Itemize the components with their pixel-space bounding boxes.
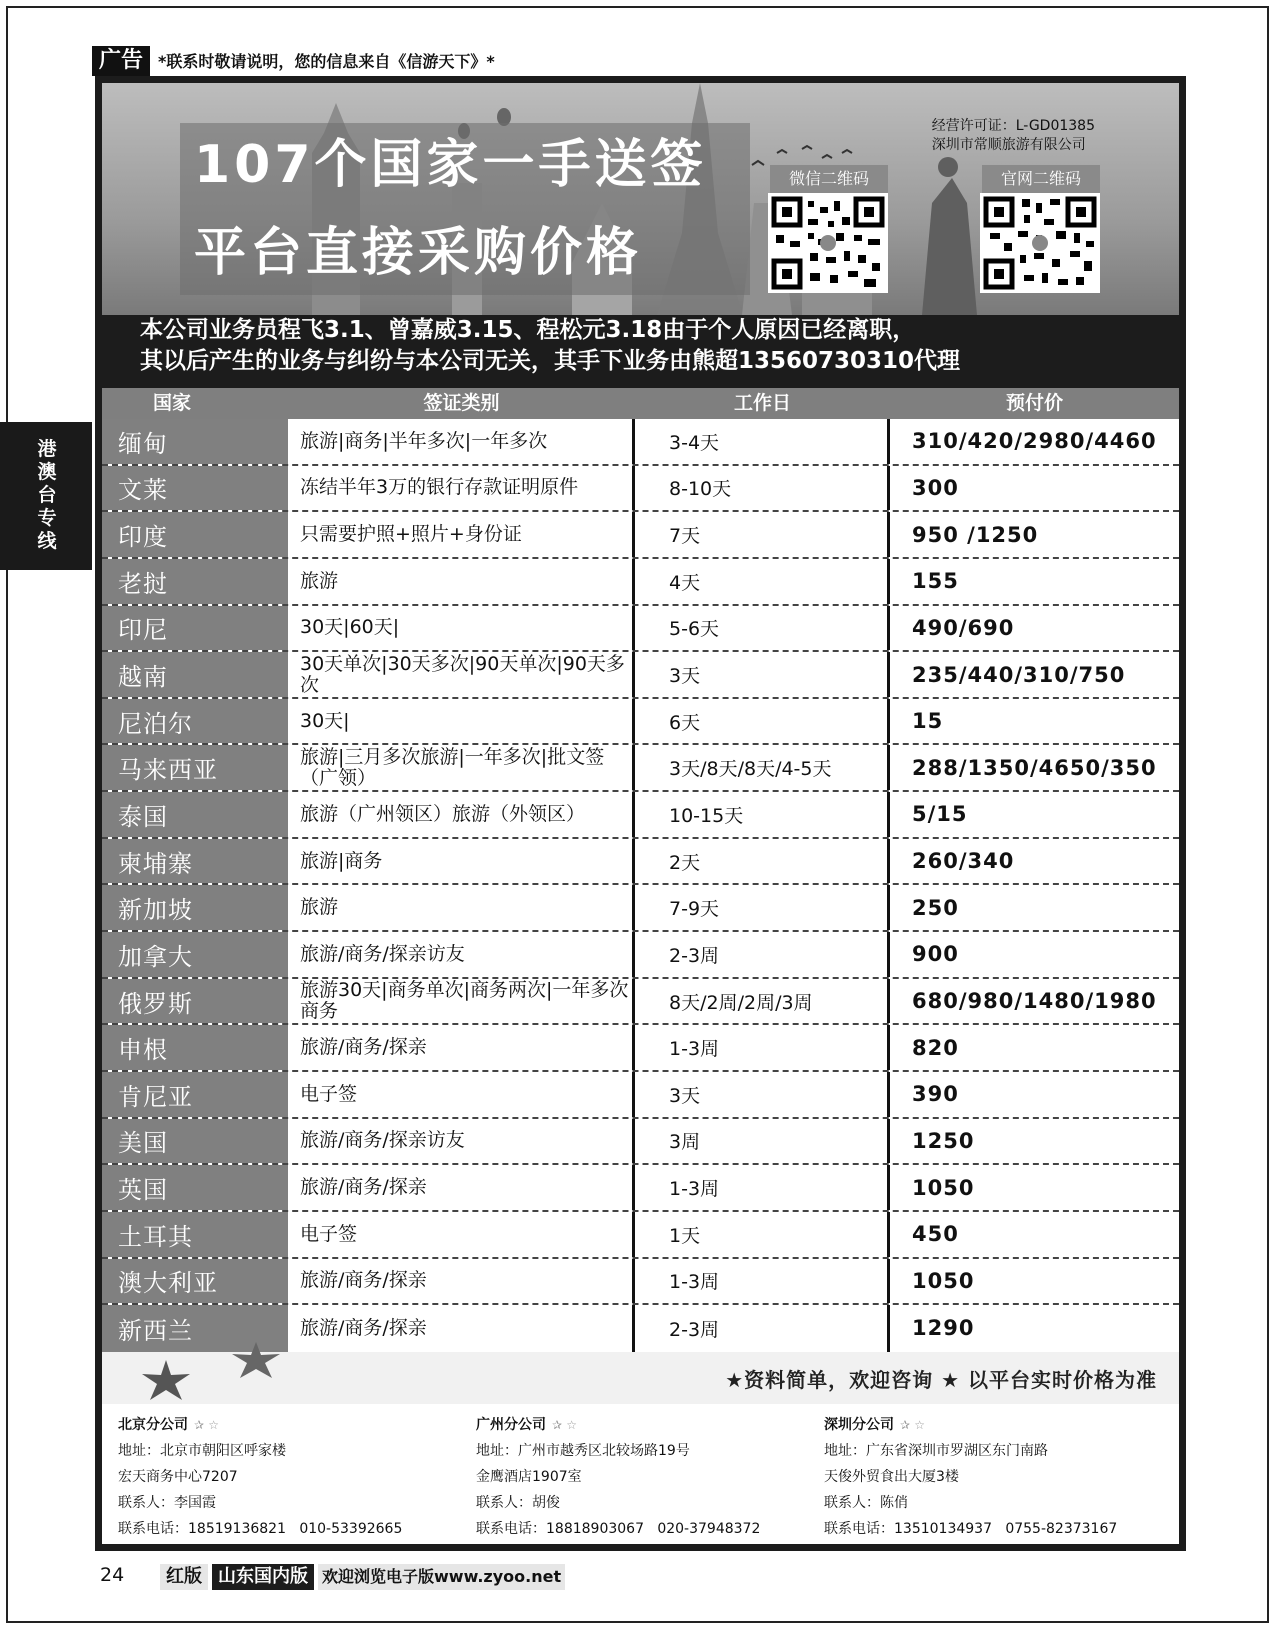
license-info xyxy=(932,117,1095,155)
country-cell xyxy=(102,932,288,977)
branch-guangzhou xyxy=(476,1412,760,1542)
visa-type-cell xyxy=(288,559,635,604)
country-cell xyxy=(102,1259,288,1304)
working-days-cell-text: 2-3周 xyxy=(669,944,720,967)
working-days-cell-text: 3天 xyxy=(669,1084,701,1107)
visa-type-cell xyxy=(288,1305,635,1352)
table-row xyxy=(102,792,1179,839)
slogan-strip xyxy=(102,1352,1179,1404)
country-cell xyxy=(102,839,288,884)
table-row xyxy=(102,979,1179,1026)
visa-type-cell xyxy=(288,512,635,557)
working-days-cell xyxy=(635,979,890,1024)
price-cell xyxy=(890,512,1179,557)
visa-type-cell-text: 旅游（广州领区）旅游（外领区） xyxy=(300,802,586,825)
visa-type-cell-text: 旅游30天|商务单次|商务两次|一年多次商务 xyxy=(300,979,629,1022)
price-cell-text: 250 xyxy=(912,895,959,920)
table-row xyxy=(102,745,1179,792)
visa-type-cell-text: 电子签 xyxy=(300,1222,358,1245)
price-cell xyxy=(890,745,1179,790)
country-cell xyxy=(102,1119,288,1164)
country-cell-text: 老挝 xyxy=(118,569,168,598)
working-days-cell xyxy=(635,1212,890,1257)
price-cell xyxy=(890,792,1179,837)
visa-type-cell-text: 旅游|商务 xyxy=(300,849,383,872)
ad-tag: 广告 xyxy=(92,46,150,76)
country-cell-text: 柬埔寨 xyxy=(118,849,193,878)
country-cell xyxy=(102,885,288,930)
visa-type-cell xyxy=(288,1025,635,1070)
price-cell-text: 390 xyxy=(912,1082,959,1107)
country-cell-text: 印度 xyxy=(118,523,168,552)
price-cell xyxy=(890,606,1179,651)
country-cell xyxy=(102,699,288,744)
price-cell xyxy=(890,1305,1179,1352)
visa-type-cell-text: 旅游/商务/探亲访友 xyxy=(300,942,465,965)
notice-line1: 本公司业务员程飞3.1、曾嘉威3.15、程松元3.18由于个人原因已经离职， xyxy=(140,317,916,343)
price-cell xyxy=(890,419,1179,464)
price-cell-text: 1050 xyxy=(912,1268,975,1293)
visa-type-cell xyxy=(288,1165,635,1210)
working-days-cell xyxy=(635,839,890,884)
branch-address-2: 天俊外贸食出大厦3楼 xyxy=(824,1469,959,1485)
table-row xyxy=(102,1165,1179,1212)
price-cell xyxy=(890,1072,1179,1117)
header-type: 签证类别 xyxy=(423,392,500,414)
company-name: 深圳市常顺旅游有限公司 xyxy=(931,137,1086,153)
branch-name: 深圳分公司 xyxy=(824,1417,894,1433)
price-cell-text: 450 xyxy=(912,1222,959,1247)
price-cell-text: 155 xyxy=(912,569,959,594)
country-cell xyxy=(102,1165,288,1210)
visa-type-cell xyxy=(288,1259,635,1304)
branch-contacts xyxy=(102,1404,1179,1544)
country-cell-text: 马来西亚 xyxy=(118,756,218,785)
visa-type-cell-text: 旅游/商务/探亲 xyxy=(300,1036,427,1059)
country-cell-text: 英国 xyxy=(118,1176,168,1205)
visa-type-cell-text: 30天单次|30天多次|90天单次|90天多次 xyxy=(300,652,625,696)
visa-type-cell xyxy=(288,885,635,930)
price-cell xyxy=(890,652,1179,697)
notice-line2: 其以后产生的业务与纠纷与本公司无关，其手下业务由熊超13560730310代理 xyxy=(140,348,961,374)
table-row xyxy=(102,652,1179,699)
table-row xyxy=(102,932,1179,979)
visa-type-cell xyxy=(288,466,635,511)
working-days-cell-text: 8天/2周/2周/3周 xyxy=(669,991,813,1014)
visa-type-cell xyxy=(288,419,635,464)
price-cell xyxy=(890,559,1179,604)
country-cell-text: 印尼 xyxy=(118,616,168,645)
starfish-icon xyxy=(138,1358,194,1402)
working-days-cell-text: 7天 xyxy=(669,525,701,548)
visa-type-cell-text: 只需要护照+照片+身份证 xyxy=(300,523,522,546)
headline-line2: 平台直接采购价格 xyxy=(194,223,643,283)
license-number: 经营许可证：L-GD01385 xyxy=(931,118,1095,134)
branch-phone: 联系电话：18519136821 010-53392665 xyxy=(118,1521,403,1537)
branch-phone: 联系电话：13510134937 0755-82373167 xyxy=(824,1521,1118,1537)
side-tab-label: 港 澳 台 专 线 xyxy=(37,438,57,552)
country-cell xyxy=(102,606,288,651)
price-cell xyxy=(890,1259,1179,1304)
price-cell xyxy=(890,1025,1179,1070)
price-cell-text: 900 xyxy=(912,942,959,967)
visa-type-cell xyxy=(288,792,635,837)
working-days-cell xyxy=(635,1259,890,1304)
price-cell-text: 288/1350/4650/350 xyxy=(912,755,1157,780)
branch-contact: 联系人：胡俊 xyxy=(476,1495,560,1511)
country-cell xyxy=(102,559,288,604)
working-days-cell xyxy=(635,1305,890,1352)
branch-contact: 联系人：陈俏 xyxy=(824,1495,908,1511)
working-days-cell-text: 1-3周 xyxy=(669,1178,720,1201)
visa-table xyxy=(102,419,1179,1352)
price-cell-text: 15 xyxy=(912,709,944,734)
working-days-cell-text: 2-3周 xyxy=(669,1318,720,1341)
visa-type-cell-text: 旅游/商务/探亲 xyxy=(300,1316,427,1339)
table-row xyxy=(102,1212,1179,1259)
price-cell-text: 680/980/1480/1980 xyxy=(912,989,1157,1013)
country-cell-text: 肯尼亚 xyxy=(118,1082,193,1111)
ad-note: *联系时敬请说明，您的信息来自《信游天下》* xyxy=(158,52,495,71)
visa-type-cell-text: 冻结半年3万的银行存款证明原件 xyxy=(300,476,579,499)
visa-type-cell xyxy=(288,1072,635,1117)
price-cell-text: 490/690 xyxy=(912,615,1015,640)
price-cell-text: 950 /1250 xyxy=(912,522,1039,547)
visa-type-cell-text: 旅游 xyxy=(300,896,339,919)
country-cell-text: 新加坡 xyxy=(118,896,193,925)
working-days-cell xyxy=(635,419,890,464)
price-cell xyxy=(890,1165,1179,1210)
page-number: 24 xyxy=(100,1564,125,1586)
price-cell-text: 260/340 xyxy=(912,849,1015,874)
branch-address-2: 宏天商务中心7207 xyxy=(118,1469,238,1485)
working-days-cell-text: 3天 xyxy=(669,665,701,688)
price-cell-text: 5/15 xyxy=(912,802,968,827)
table-row xyxy=(102,466,1179,513)
working-days-cell-text: 8-10天 xyxy=(669,478,732,501)
qr-wechat-code[interactable] xyxy=(768,193,888,293)
country-cell-text: 土耳其 xyxy=(118,1222,193,1251)
price-cell xyxy=(890,932,1179,977)
visa-type-cell-text: 旅游/商务/探亲 xyxy=(300,1269,427,1292)
visa-type-cell xyxy=(288,652,635,697)
country-cell-text: 申根 xyxy=(118,1036,168,1065)
working-days-cell xyxy=(635,932,890,977)
country-cell xyxy=(102,1212,288,1257)
branch-address-2: 金鹰酒店1907室 xyxy=(476,1469,582,1485)
branch-beijing xyxy=(118,1412,402,1542)
price-cell-text: 1250 xyxy=(912,1128,975,1153)
table-row xyxy=(102,512,1179,559)
country-cell xyxy=(102,419,288,464)
qr-site-code[interactable] xyxy=(980,193,1100,293)
working-days-cell-text: 2天 xyxy=(669,851,701,874)
working-days-cell-text: 7-9天 xyxy=(669,898,720,921)
working-days-cell xyxy=(635,1072,890,1117)
visa-type-cell xyxy=(288,979,635,1024)
working-days-cell xyxy=(635,792,890,837)
visa-type-cell xyxy=(288,1212,635,1257)
hero-banner xyxy=(102,83,1179,315)
country-cell-text: 尼泊尔 xyxy=(118,709,193,738)
country-cell-text: 俄罗斯 xyxy=(118,989,193,1018)
working-days-cell-text: 1-3周 xyxy=(669,1271,720,1294)
country-cell-text: 加拿大 xyxy=(118,942,193,971)
working-days-cell xyxy=(635,745,890,790)
country-cell-text: 澳大利亚 xyxy=(118,1269,218,1298)
visa-type-cell xyxy=(288,932,635,977)
visa-type-cell-text: 旅游|商务|半年多次|一年多次 xyxy=(300,429,548,452)
working-days-cell xyxy=(635,1025,890,1070)
branch-name: 北京分公司 xyxy=(118,1417,188,1433)
working-days-cell-text: 5-6天 xyxy=(669,618,720,641)
working-days-cell-text: 3周 xyxy=(669,1131,701,1154)
header-days: 工作日 xyxy=(733,392,791,414)
price-cell xyxy=(890,979,1179,1024)
visa-type-cell xyxy=(288,745,635,790)
visa-type-cell-text: 30天| xyxy=(300,709,350,732)
price-cell xyxy=(890,885,1179,930)
table-row xyxy=(102,1119,1179,1166)
country-cell xyxy=(102,1025,288,1070)
branch-contact: 联系人：李国霞 xyxy=(118,1495,216,1511)
table-row xyxy=(102,699,1179,746)
country-cell xyxy=(102,512,288,557)
price-cell xyxy=(890,1212,1179,1257)
price-cell xyxy=(890,699,1179,744)
qr-wechat-label: 微信二维码 xyxy=(770,165,888,193)
headline-line1: 107个国家一手送签 xyxy=(194,135,707,195)
star-icon: ✰ ☆ xyxy=(552,1418,577,1432)
table-row xyxy=(102,1072,1179,1119)
branch-address: 地址：广东省深圳市罗湖区东门南路 xyxy=(824,1443,1048,1459)
visa-type-cell-text: 电子签 xyxy=(300,1082,358,1105)
working-days-cell-text: 3天/8天/8天/4-5天 xyxy=(669,758,832,781)
slogan: ★资料简单，欢迎咨询 ★ 以平台实时价格为准 xyxy=(725,1368,1157,1392)
web-link[interactable]: 欢迎浏览电子版www.zyoo.net xyxy=(318,1564,565,1590)
visa-type-cell-text: 旅游|三月多次旅游|一年多次|批文签（广领） xyxy=(300,745,605,789)
price-cell xyxy=(890,839,1179,884)
price-cell-text: 235/440/310/750 xyxy=(912,662,1126,687)
country-cell-text: 美国 xyxy=(118,1129,168,1158)
table-header xyxy=(102,388,1179,419)
price-cell-text: 1050 xyxy=(912,1175,975,1200)
header-price: 预付价 xyxy=(1005,392,1063,414)
branch-address: 地址：广州市越秀区北较场路19号 xyxy=(476,1443,690,1459)
price-cell xyxy=(890,466,1179,511)
working-days-cell xyxy=(635,885,890,930)
table-row xyxy=(102,559,1179,606)
working-days-cell-text: 10-15天 xyxy=(669,804,744,827)
visa-type-cell-text: 旅游 xyxy=(300,569,339,592)
price-cell xyxy=(890,1119,1179,1164)
price-cell-text: 820 xyxy=(912,1035,959,1060)
header-country: 国家 xyxy=(152,392,191,414)
starfish-icon xyxy=(228,1340,284,1380)
working-days-cell xyxy=(635,1119,890,1164)
visa-type-cell xyxy=(288,606,635,651)
table-row xyxy=(102,606,1179,653)
table-row xyxy=(102,1259,1179,1306)
working-days-cell xyxy=(635,1165,890,1210)
country-cell xyxy=(102,745,288,790)
price-cell-text: 310/420/2980/4460 xyxy=(912,429,1157,454)
edition-label: 山东国内版 xyxy=(212,1564,314,1590)
country-cell xyxy=(102,652,288,697)
working-days-cell xyxy=(635,559,890,604)
working-days-cell-text: 1-3周 xyxy=(669,1038,720,1061)
star-icon: ✰ ☆ xyxy=(900,1418,925,1432)
visa-type-cell-text: 旅游/商务/探亲访友 xyxy=(300,1129,465,1152)
branch-address: 地址：北京市朝阳区呼家楼 xyxy=(118,1443,286,1459)
visa-type-cell xyxy=(288,839,635,884)
country-cell xyxy=(102,466,288,511)
table-row xyxy=(102,839,1179,886)
country-cell-text: 文莱 xyxy=(118,476,168,505)
working-days-cell-text: 6天 xyxy=(669,711,701,734)
working-days-cell xyxy=(635,652,890,697)
country-cell xyxy=(102,792,288,837)
working-days-cell-text: 1天 xyxy=(669,1224,701,1247)
price-cell-text: 1290 xyxy=(912,1316,975,1341)
working-days-cell-text: 4天 xyxy=(669,571,701,594)
red-edition-label: 红版 xyxy=(160,1564,208,1590)
table-row xyxy=(102,885,1179,932)
country-cell xyxy=(102,979,288,1024)
resignation-notice xyxy=(102,315,1179,388)
working-days-cell xyxy=(635,466,890,511)
country-cell-text: 越南 xyxy=(118,663,168,692)
working-days-cell xyxy=(635,606,890,651)
visa-type-cell xyxy=(288,1119,635,1164)
visa-type-cell-text: 30天|60天| xyxy=(300,616,400,639)
working-days-cell-text: 3-4天 xyxy=(669,431,720,454)
table-row xyxy=(102,419,1179,466)
working-days-cell xyxy=(635,512,890,557)
branch-name: 广州分公司 xyxy=(476,1417,546,1433)
side-tab xyxy=(0,422,92,570)
branch-phone: 联系电话：18818903067 020-37948372 xyxy=(476,1521,761,1537)
working-days-cell xyxy=(635,699,890,744)
country-cell-text: 泰国 xyxy=(118,802,168,831)
visa-type-cell-text: 旅游/商务/探亲 xyxy=(300,1176,427,1199)
visa-type-cell xyxy=(288,699,635,744)
country-cell-text: 新西兰 xyxy=(118,1316,193,1345)
country-cell xyxy=(102,1072,288,1117)
branch-shenzhen xyxy=(824,1412,1117,1542)
table-row xyxy=(102,1025,1179,1072)
qr-site-label: 官网二维码 xyxy=(982,165,1100,193)
country-cell-text: 缅甸 xyxy=(118,429,168,458)
star-icon: ✰ ☆ xyxy=(194,1418,219,1432)
price-cell-text: 300 xyxy=(912,475,959,500)
